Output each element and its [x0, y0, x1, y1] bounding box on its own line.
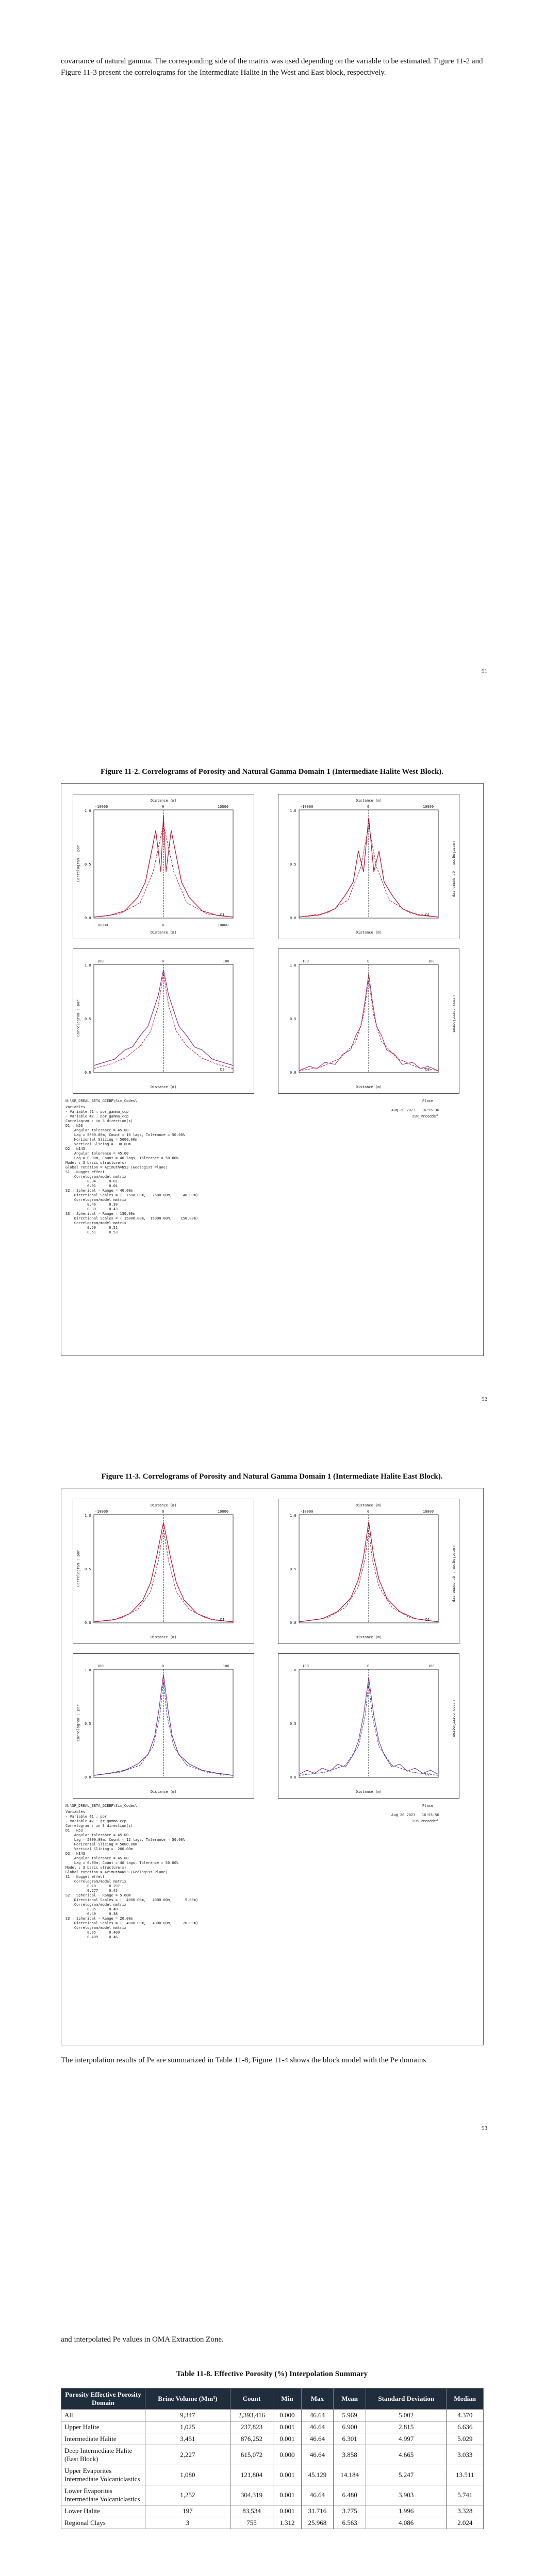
dist-label: Distance (m) [356, 1503, 382, 1507]
table-cell: 0.000 [273, 2410, 301, 2421]
tick: 0 [162, 805, 164, 809]
table-cell: 5.247 [366, 2465, 447, 2485]
y-axis-label: Correlogram : gr_gamma_ccp [452, 841, 456, 897]
table-cell: 4.370 [447, 2410, 484, 2421]
fig1-dist-label: Distance (m) [151, 799, 177, 803]
fig1-plot-gamma-directional [278, 794, 459, 939]
table-cell: 3.033 [447, 2445, 484, 2465]
table-header-cell: Porosity Effective Porosity Domain [61, 2388, 145, 2410]
page-number-92: 92 [482, 1396, 487, 1402]
fig1-date: Aug 20 2023 16:55:36 [391, 1108, 439, 1112]
table-cell: 0.001 [273, 2433, 301, 2445]
table-row [61, 2410, 484, 2421]
dist-label: Distance (m) [151, 1085, 177, 1089]
tick: 0.5 [290, 1567, 296, 1571]
fig1-dist-label-bottom: Distance (m) [151, 930, 177, 935]
tick: 100 [428, 1664, 435, 1668]
fig1-plot-por-vert-svg [73, 949, 254, 1093]
table-cell: 9,347 [145, 2410, 230, 2421]
fig2-plot-por-svg [73, 1499, 254, 1643]
tick: -10000 [95, 805, 108, 809]
table-cell: 6.636 [447, 2421, 484, 2433]
tick: 0.5 [290, 1017, 296, 1021]
table-header-cell: Standard Deviation [366, 2388, 447, 2410]
table-cell: 0.001 [273, 2485, 301, 2505]
table-cell: 0.000 [273, 2445, 301, 2465]
intro-paragraph: covariance of natural gamma. The corresponding side of the matrix was used depending on the variable to be estimated. Figure 11-2 and Figure 11-3 present the correlograms for the Intermediate Halite in the West and East block, respectively. [61, 57, 483, 77]
series-tag: D1 [220, 1618, 225, 1622]
row-label: Intermediate Halite [61, 2433, 145, 2445]
table-cell: 31.716 [301, 2505, 334, 2517]
tick: 0 [162, 959, 164, 963]
fig1-variables-text: Variables - Variable #1 : por_gamma_ccp - Variable #2 : por_gamma_ccp Correlogram : in 3 direction(s) D1 : N53 Angular tolerance = 45.00 Lag = 5000.00m, Count = 10 lags, Tolerance = 50.00% Horizontal Slicing = 5000.00m Vertical Slicing = 30.00m D2 : N143 Angular tolerance = 45.00 Lag = 0.00m, Count = 40 lags, Tolerance = 50.00% Model : 3 basic structure(s) Global rotation = Azimuth=N53 (Geologist Plane) S1 : Nugget effect Correlogram/model matrix 0.04 0.01 0.01 0.04 S2 : Spherical - Range = 40.00m Directional Scales = ( 7500.00m, 7500.00m, 40.00m) Correlogram/model matrix 0.46 0.39 0.39 0.43 S3 : Spherical - Range = 150.00m Directional Scales = ( 15000.00m, 15000.00m, 150.00m) Correlogram/model matrix 0.50 0.51 0.51 0.53 [65, 1105, 199, 1234]
series-tag: D1 [425, 1618, 430, 1622]
table-cell: 1.996 [366, 2505, 447, 2517]
table-row [61, 2517, 484, 2529]
table-row [61, 2433, 484, 2445]
tick: 1.0 [85, 809, 91, 813]
table-row [61, 2445, 484, 2465]
fig1-plot-name: ISM_Prcoddef [412, 1114, 438, 1118]
tick: 10000 [218, 1510, 229, 1514]
fig1-plot-por-directional [73, 794, 254, 939]
table-cell: 3.903 [366, 2485, 447, 2505]
table-row [61, 2485, 484, 2505]
dist-label: Distance (m) [356, 1635, 382, 1639]
tick: 10000 [218, 923, 229, 927]
table-row [61, 2421, 484, 2433]
figure-11-2-title: Figure 11-2. Correlograms of Porosity and Natural Gamma Domain 1 (Intermediate Halite West Block). [100, 768, 444, 776]
table-header-cell: Max [301, 2388, 334, 2410]
table-cell: 25.968 [301, 2517, 334, 2529]
row-label: Lower Evaporites Intermediate Volcaniclastics [61, 2485, 145, 2505]
table-cell: 3,451 [145, 2433, 230, 2445]
table-cell: 3.858 [334, 2445, 366, 2465]
fig2-plot-por-vert-svg [73, 1654, 254, 1798]
table-cell: 4.997 [366, 2433, 447, 2445]
table-cell: 5.029 [447, 2433, 484, 2445]
table-cell: 1,252 [145, 2485, 230, 2505]
tick: 0.5 [290, 1722, 296, 1726]
table-cell: 1.312 [273, 2517, 301, 2529]
table-row [61, 2465, 484, 2485]
tick: 1.0 [85, 963, 91, 968]
row-label: Regional Clays [61, 2517, 145, 2529]
fig2-variables-text: Variables - Variable #1 : por - Variable #2 : gr_gamma_ccp Correlogram : in 3 direction(s) D1 : N53 Angular tolerance = 45.00 Lag = 5000.00m, Count = 12 lags, Tolerance = 50.00% Horizontal Slicing = 5000.00m Vertical Slicing = 200.00m D2 : N143 Angular tolerance = 45.00 Lag = 0.00m, Count = 40 lags, Tolerance = 50.00% Model : 3 basic structure(s) Global rotation = Azimuth=N53 (Geologist Plane) S1 : Nugget effect Correlogram/model matrix 0.18 0.297 0.277 0.45 S2 : Spherical - Range = 5.00m Directional Scales = ( 4000.00m, 4000.00m, 5.00m) Correlogram/model matrix 0.35 -0.40 -0.40 0.38 S3 : Spherical - Range = 20.00m Directional Scales = ( 4000.00m, 4000.00m, 20.00m) Correlogram/model matrix 0.35 0.409 0.409 0.46 [65, 1810, 199, 1939]
y-axis-label: Correlogram : por [76, 999, 80, 1037]
series-tag: D1 [425, 913, 430, 917]
tick: 0.0 [85, 916, 91, 920]
dist-label: Distance (m) [356, 1085, 382, 1089]
figure-11-3-title: Figure 11-3. Correlograms of Porosity and Natural Gamma Domain 1 (Intermediate Halite East Block). [101, 1472, 443, 1481]
tick: -100 [300, 959, 309, 963]
fig2-header-path: N:\SR_DREAL_BETA_GCEBP\Sim_Codes\ [65, 1804, 138, 1808]
fig1-plot-cross-vertical [278, 948, 459, 1094]
fig1-plot-cross-svg [278, 949, 459, 1093]
fig2-plot-cross-vertical [278, 1653, 459, 1799]
table-cell: 237,823 [230, 2421, 273, 2433]
table-cell: 13.511 [447, 2465, 484, 2485]
tick: 100 [223, 1664, 229, 1668]
table-cell: 0.001 [273, 2421, 301, 2433]
y-axis-label: Cross-correlogram [452, 995, 456, 1032]
fig2-place: Place [422, 1804, 434, 1808]
table-cell: 6.900 [334, 2421, 366, 2433]
table-cell: 3.775 [334, 2505, 366, 2517]
series-tag: D2 [425, 1067, 430, 1072]
table-header-row [61, 2388, 484, 2410]
tick: -100 [300, 1664, 309, 1668]
page-number-93: 93 [482, 2125, 487, 2131]
tick: 0.5 [85, 862, 91, 867]
table-cell: 1,080 [145, 2465, 230, 2485]
fig2-plot-name: ISM_Prcoddef [412, 1819, 438, 1823]
row-label: Lower Halite [61, 2505, 145, 2517]
tick: 0.0 [85, 1621, 91, 1625]
dist-label: Distance (m) [356, 1790, 382, 1794]
table-cell: 83,534 [230, 2505, 273, 2517]
tick: -10000 [300, 805, 314, 809]
fig1-header-path: N:\SR_DREAL_BETA_GCEBP\Sim_Codes\ [65, 1099, 138, 1103]
table-cell: 4.665 [366, 2445, 447, 2465]
tick: 0 [367, 959, 370, 963]
fig2-plot-por-vertical [73, 1653, 254, 1799]
tick: 0.0 [290, 1621, 296, 1625]
tick: 10000 [423, 805, 434, 809]
fig2-plot-gamma-directional [278, 1499, 459, 1644]
table-body [61, 2410, 484, 2529]
table-cell: 615,072 [230, 2445, 273, 2465]
tick: -100 [95, 959, 104, 963]
figure-11-3-panel [61, 1488, 484, 2045]
table-header-cell: Count [230, 2388, 273, 2410]
tick: 1.0 [290, 1668, 296, 1672]
fig1-y-axis-label: Correlogram : por [76, 845, 80, 882]
tick: 1.0 [290, 809, 296, 813]
table-cell: 2.024 [447, 2517, 484, 2529]
tick: 0 [367, 805, 370, 809]
row-label: Deep Intermediate Halite (East Block) [61, 2445, 145, 2465]
table-cell: 46.64 [301, 2410, 334, 2421]
dist-label: Distance (m) [151, 1635, 177, 1639]
table-cell: 3 [145, 2517, 230, 2529]
tick: -100 [95, 1664, 104, 1668]
table-cell: 5.969 [334, 2410, 366, 2421]
fig1-place: Place [422, 1099, 434, 1103]
table-cell: 121,804 [230, 2465, 273, 2485]
series-tag: D2 [220, 1067, 225, 1072]
tick: 0.0 [85, 1775, 91, 1780]
dist-label: Distance (m) [356, 799, 382, 803]
table-cell: 0.001 [273, 2505, 301, 2517]
fig1-plot-por-vertical [73, 948, 254, 1094]
table-cell: 4.086 [366, 2517, 447, 2529]
tick: -10000 [95, 1510, 108, 1514]
table-cell: 1,025 [145, 2421, 230, 2433]
table-cell: 46.64 [301, 2421, 334, 2433]
table-cell: 2,393,416 [230, 2410, 273, 2421]
series-tag: D2 [425, 1772, 430, 1776]
tick: 0 [367, 1664, 370, 1668]
page4-intro: and interpolated Pe values in OMA Extraction Zone. [61, 2335, 224, 2344]
table-cell: 304,319 [230, 2485, 273, 2505]
tick: 1.0 [290, 1514, 296, 1518]
fig2-date: Aug 20 2023 16:55:56 [391, 1813, 439, 1817]
tick: 0.5 [85, 1722, 91, 1726]
tick: 0.5 [85, 1567, 91, 1571]
dist-label: Distance (m) [151, 1790, 177, 1794]
porosity-summary-table [61, 2388, 484, 2529]
y-axis-label: Cross-correlogram [452, 1700, 456, 1737]
table-header-cell: Brine Volume (Mm³) [145, 2388, 230, 2410]
tick: -10000 [300, 1510, 314, 1514]
tick: 0.0 [290, 1071, 296, 1075]
table-cell: 14.184 [334, 2465, 366, 2485]
tick: 1.0 [85, 1668, 91, 1672]
table-cell: 5.741 [447, 2485, 484, 2505]
row-label: All [61, 2410, 145, 2421]
row-label: Upper Evaporites Intermediate Volcaniclastics [61, 2465, 145, 2485]
figure-11-2-panel [61, 783, 484, 1356]
table-cell: 46.64 [301, 2433, 334, 2445]
table-header-cell: Min [273, 2388, 301, 2410]
table-header-cell: Median [447, 2388, 484, 2410]
tick: 0.0 [290, 1775, 296, 1780]
table-cell: 6.563 [334, 2517, 366, 2529]
table-header-cell: Mean [334, 2388, 366, 2410]
tick: 0 [162, 923, 164, 927]
tick: 0.5 [85, 1017, 91, 1021]
dist-label: Distance (m) [356, 930, 382, 935]
tick: 100 [428, 959, 435, 963]
y-axis-label: Correlogram : por [76, 1704, 80, 1741]
table-cell: 2.815 [366, 2421, 447, 2433]
tick: 0 [162, 1510, 164, 1514]
table-cell: 755 [230, 2517, 273, 2529]
table-11-8-title: Table 11-8. Effective Porosity (%) Interpolation Summary [176, 2370, 368, 2378]
table-cell: 6.480 [334, 2485, 366, 2505]
tick: 0.0 [290, 916, 296, 920]
tick: 0 [162, 1664, 164, 1668]
tick: 1.0 [290, 963, 296, 968]
table-cell: 876,252 [230, 2433, 273, 2445]
tick: 0 [367, 1510, 370, 1514]
y-axis-label: Correlogram : por [76, 1550, 80, 1587]
tick: -10000 [95, 923, 108, 927]
page-number-91: 91 [482, 668, 487, 674]
fig2-plot-por-directional [73, 1499, 254, 1644]
closing-paragraph: The interpolation results of Pe are summarized in Table 11-8, Figure 11-4 shows the block model with the Pe domains [61, 2056, 426, 2064]
tick: 100 [223, 959, 229, 963]
fig2-plot-cross-svg [278, 1654, 459, 1798]
table-cell: 0.001 [273, 2465, 301, 2485]
table-cell: 6.301 [334, 2433, 366, 2445]
series-tag: D1 [220, 913, 225, 917]
fig2-plot-gamma-svg [278, 1499, 459, 1643]
tick: 10000 [218, 805, 229, 809]
row-label: Upper Halite [61, 2421, 145, 2433]
dist-label: Distance (m) [151, 1503, 177, 1507]
fig1-plot-por-svg [73, 794, 254, 939]
table-cell: 46.64 [301, 2485, 334, 2505]
table-cell: 2,227 [145, 2445, 230, 2465]
table-cell: 5.002 [366, 2410, 447, 2421]
table-cell: 3.328 [447, 2505, 484, 2517]
tick: 10000 [423, 1510, 434, 1514]
tick: 0.5 [290, 862, 296, 867]
tick: 0.0 [85, 1071, 91, 1075]
series-tag: D2 [220, 1772, 225, 1776]
table-cell: 45.129 [301, 2465, 334, 2485]
tick: 1.0 [85, 1514, 91, 1518]
table-cell: 46.64 [301, 2445, 334, 2465]
y-axis-label: Correlogram : gr_gamma_ccp [452, 1546, 456, 1602]
table-cell: 197 [145, 2505, 230, 2517]
table-row [61, 2505, 484, 2517]
fig1-plot-gamma-svg [278, 794, 459, 939]
